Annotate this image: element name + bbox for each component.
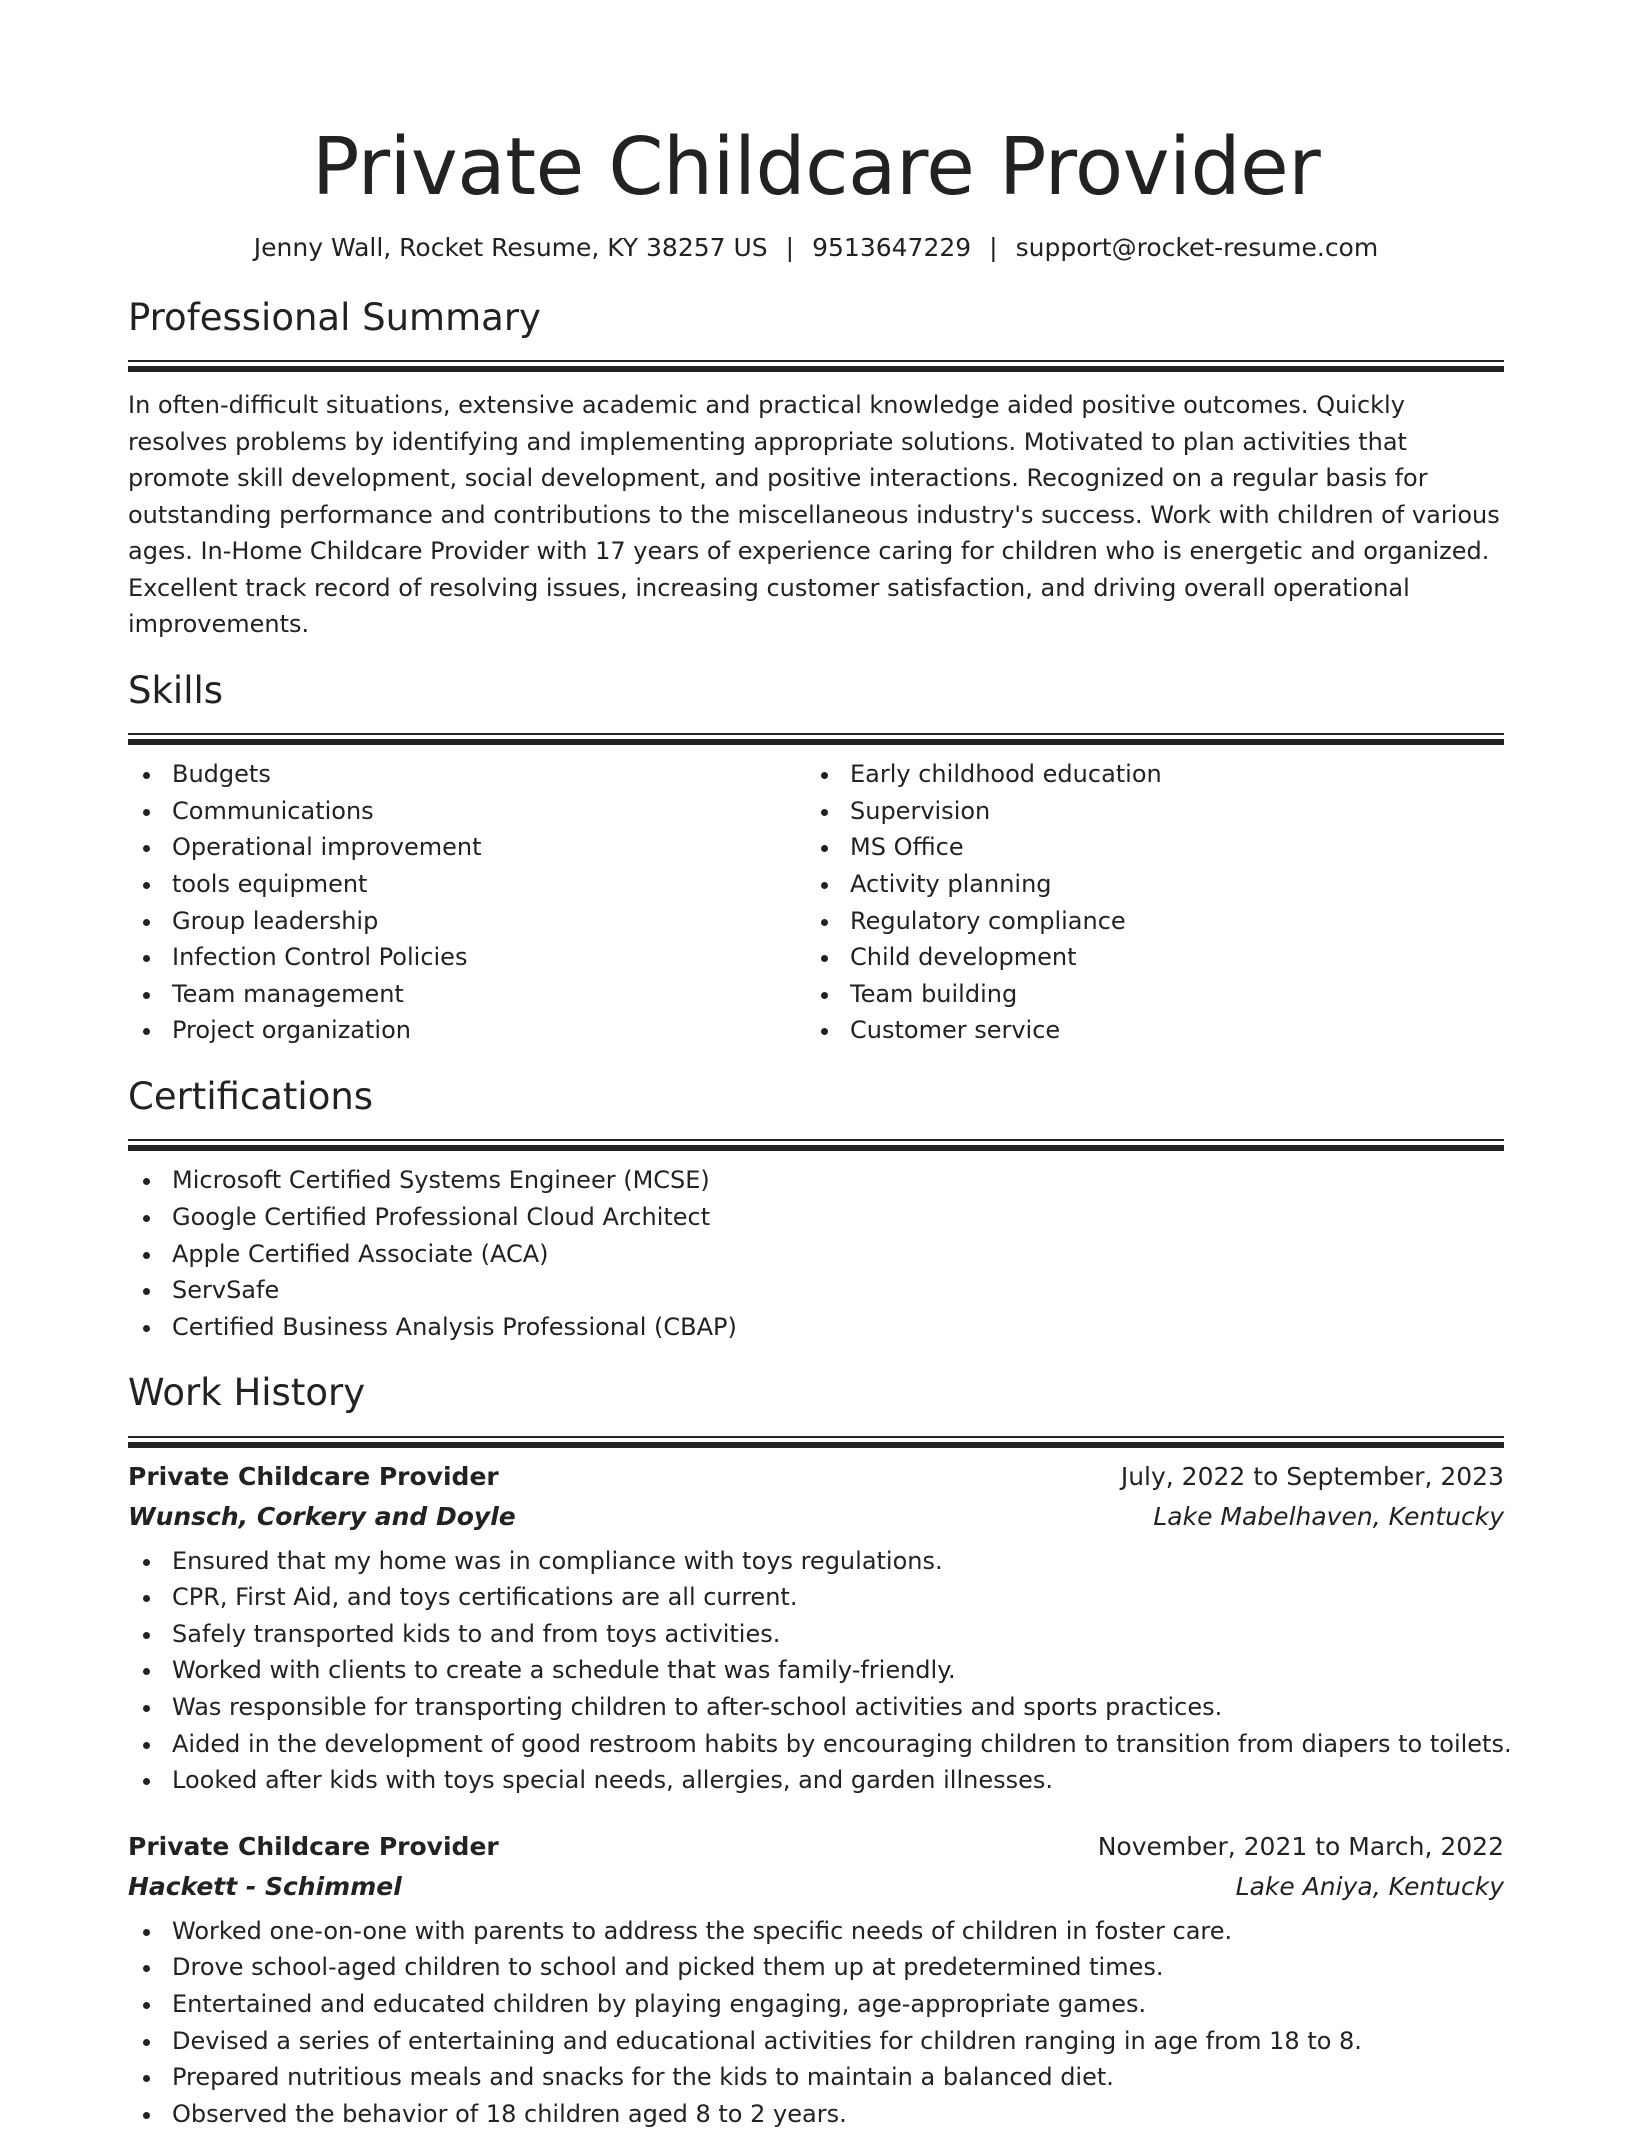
- job-duty: Looked after kids with toys special needs, allergies, and garden illnesses.: [128, 1762, 1504, 1799]
- contact-separator: |: [989, 232, 998, 262]
- job-duty: Prepared nutritious meals and snacks for the kids to maintain a balanced diet.: [128, 2059, 1504, 2096]
- skill-item: Child development: [806, 939, 1484, 976]
- job-company: Wunsch, Corkery and Doyle: [128, 1501, 516, 1531]
- resume-page: [128, 0, 1512, 2132]
- section-divider: [128, 1436, 1504, 1447]
- job-title: Private Childcare Provider: [128, 1831, 499, 1861]
- work-history-section: [128, 1371, 1512, 2132]
- skill-item: Project organization: [128, 1012, 806, 1049]
- skills-grid: [128, 744, 1504, 1049]
- job-entry: [128, 1827, 1504, 2132]
- summary-section: [128, 296, 1504, 643]
- skill-item: Activity planning: [806, 866, 1484, 903]
- certification-item: Google Certified Professional Cloud Architect: [128, 1199, 1504, 1236]
- summary-text: In often-difficult situations, extensive academic and practical knowledge aided positive outcomes. Quickly resolves problems by identifying and implementing appropriate solutions. Motivated to plan activities that promote skill development, social development, and positive interactions. Recognized on a regular basis for outstanding performance and contributions to the miscellaneous industry's success. Work with children of various ages. In-Home Childcare Provider with 17 years of experience caring for children who is energetic and organized. Excellent track record of resolving issues, increasing customer satisfaction, and driving overall operational improvements.: [128, 391, 1500, 639]
- certifications-heading: Certifications: [128, 1074, 374, 1118]
- skill-item: Team building: [806, 976, 1484, 1013]
- skill-item: Regulatory compliance: [806, 903, 1484, 940]
- certifications-section: [128, 1075, 1504, 1345]
- job-duty: Worked one-on-one with parents to address the specific needs of children in foster care.: [128, 1913, 1504, 1950]
- skills-list-right: [806, 756, 1484, 1049]
- skill-item: Communications: [128, 793, 806, 830]
- certification-item: Microsoft Certified Systems Engineer (MCSE): [128, 1162, 1504, 1199]
- contact-separator: |: [785, 232, 795, 262]
- job-duty: Devised a series of entertaining and educational activities for children ranging in age from 18 to 8.: [128, 2023, 1504, 2060]
- job-duty: Entertained and educated children by playing engaging, age-appropriate games.: [128, 1986, 1504, 2023]
- skills-heading: Skills: [128, 668, 224, 712]
- job-company-row: [128, 1867, 1504, 1907]
- job-duty: Was responsible for transporting children to after-school activities and sports practices.: [128, 1689, 1504, 1726]
- skill-item: Budgets: [128, 756, 806, 793]
- contact-phone: 9513647229: [812, 232, 972, 262]
- job-location: Lake Mabelhaven, Kentucky: [1153, 1501, 1504, 1531]
- job-dates: November, 2021 to March, 2022: [1097, 1831, 1504, 1861]
- summary-heading: Professional Summary: [128, 295, 541, 339]
- job-duties-list: [128, 1913, 1504, 2132]
- job-duty: Observed the behavior of 18 children aged 8 to 2 years.: [128, 2096, 1504, 2132]
- skills-section: [128, 669, 1504, 1049]
- job-duty: Aided in the development of good restroom habits by encouraging children to transition from diapers to toilets.: [128, 1726, 1504, 1763]
- certifications-list: [128, 1162, 1504, 1345]
- job-dates: July, 2022 to September, 2023: [1120, 1461, 1504, 1491]
- job-header-row: [128, 1457, 1504, 1497]
- job-company: Hackett - Schimmel: [128, 1871, 402, 1901]
- contact-email: support@rocket-resume.com: [1015, 232, 1379, 262]
- certification-item: ServSafe: [128, 1272, 1504, 1309]
- skill-item: Operational improvement: [128, 829, 806, 866]
- skill-item: Customer service: [806, 1012, 1484, 1049]
- contact-address: Jenny Wall, Rocket Resume, KY 38257 US: [253, 232, 768, 262]
- work-history-heading: Work History: [128, 1371, 366, 1415]
- job-duties-list: [128, 1543, 1512, 1799]
- section-divider: [128, 733, 1504, 744]
- job-duty: Safely transported kids to and from toys activities.: [128, 1616, 1504, 1653]
- section-divider: [128, 360, 1504, 371]
- skill-item: Group leadership: [128, 903, 806, 940]
- job-company-row: [128, 1497, 1504, 1537]
- job-location: Lake Aniya, Kentucky: [1235, 1871, 1504, 1901]
- job-duty: Ensured that my home was in compliance with toys regulations.: [128, 1543, 1504, 1580]
- skill-item: tools equipment: [128, 866, 806, 903]
- skill-item: Team management: [128, 976, 806, 1013]
- job-duty: CPR, First Aid, and toys certifications are all current.: [128, 1579, 1504, 1616]
- section-divider: [128, 1139, 1504, 1150]
- skill-item: Infection Control Policies: [128, 939, 806, 976]
- resume-name: Private Childcare Provider: [311, 121, 1321, 213]
- job-duty: Drove school-aged children to school and picked them up at predetermined times.: [128, 1949, 1504, 1986]
- skill-item: MS Office: [806, 829, 1484, 866]
- contact-line: [128, 233, 1504, 262]
- skills-list-left: [128, 756, 806, 1049]
- job-header-row: [128, 1827, 1504, 1867]
- job-title: Private Childcare Provider: [128, 1461, 499, 1491]
- job-entry: [128, 1457, 1512, 1799]
- certification-item: Certified Business Analysis Professional (CBAP): [128, 1309, 1504, 1346]
- skill-item: Supervision: [806, 793, 1484, 830]
- certification-item: Apple Certified Associate (ACA): [128, 1236, 1504, 1273]
- skill-item: Early childhood education: [806, 756, 1484, 793]
- job-duty: Worked with clients to create a schedule that was family-friendly.: [128, 1652, 1504, 1689]
